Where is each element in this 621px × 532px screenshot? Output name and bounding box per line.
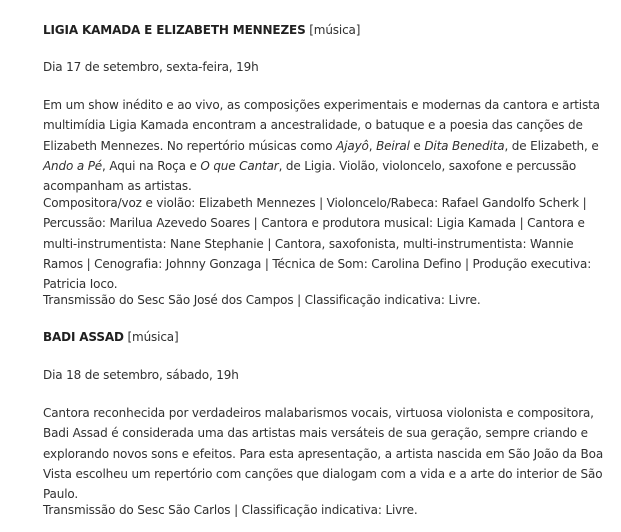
description-text: , — [368, 138, 377, 153]
song-title: O que Cantar — [200, 158, 279, 173]
event-credits: Compositora/voz e violão: Elizabeth Mennezes | Violoncelo/Rabeca: Rafael Gandolfo Scherk | Percussão: Marilua Azevedo Soares | Cantora e produtora musical: Ligia Kamada | Cantora e multi-instrumentista: Nane Stephanie | Cantora, saxofonista, multi-instrumentista: Wannie Ramos | Cenografia: Johnny Gonzaga | Técnica de Som: Carolina Defino | Produção executiva: Patricia Ioco. — [43, 196, 592, 292]
event-category-tag: [música] — [309, 23, 361, 37]
description-text: , de Ligia. Violão, violoncelo, saxofone e percussão acompanham as artistas. — [43, 158, 577, 194]
description-text: Em um show inédito e ao vivo, as composições experimentais e modernas da cantora e artista multimídia Ligia Kamada encontram a ancestralidade, o batuque e a poesia das canções de Elizabeth Mennezes. No repertório músicas como — [43, 98, 600, 153]
event-description — [43, 95, 615, 196]
event-date: Dia 18 de setembro, sábado, 19h — [43, 368, 239, 382]
description-text: , de Elizabeth, e — [504, 138, 599, 153]
event-category-tag: [música] — [127, 330, 179, 344]
event-date: Dia 17 de setembro, sexta-feira, 19h — [43, 60, 259, 74]
event-title-name: LIGIA KAMADA E ELIZABETH MENNEZES — [43, 23, 306, 37]
event-title — [43, 327, 615, 347]
song-title: Beiral — [376, 138, 410, 153]
event-title-name: BADI ASSAD — [43, 330, 124, 344]
song-title: Dita Benedita — [424, 138, 505, 153]
song-title: Ajayô — [336, 138, 369, 153]
event-description: Cantora reconhecida por verdadeiros malabarismos vocais, virtuosa violonista e compositora, Badi Assad é considerada uma das artistas mais versáteis de sua geração, sempre criando e explorando novos sons e efeitos. Para esta apresentação, a artista nascida em São João da Boa Vista escolheu um repertório com canções que dialogam com a vida e a arte do interior de São Paulo. — [43, 406, 604, 502]
event-broadcast-info: Transmissão do Sesc São Carlos | Classificação indicativa: Livre. — [43, 503, 418, 517]
description-text: , Aqui na Roça e — [102, 158, 201, 173]
event-broadcast-info: Transmissão do Sesc São José dos Campos | Classificação indicativa: Livre. — [43, 293, 481, 307]
event-title — [43, 20, 615, 40]
song-title: Ando a Pé — [43, 158, 103, 173]
description-text: e — [409, 138, 425, 153]
